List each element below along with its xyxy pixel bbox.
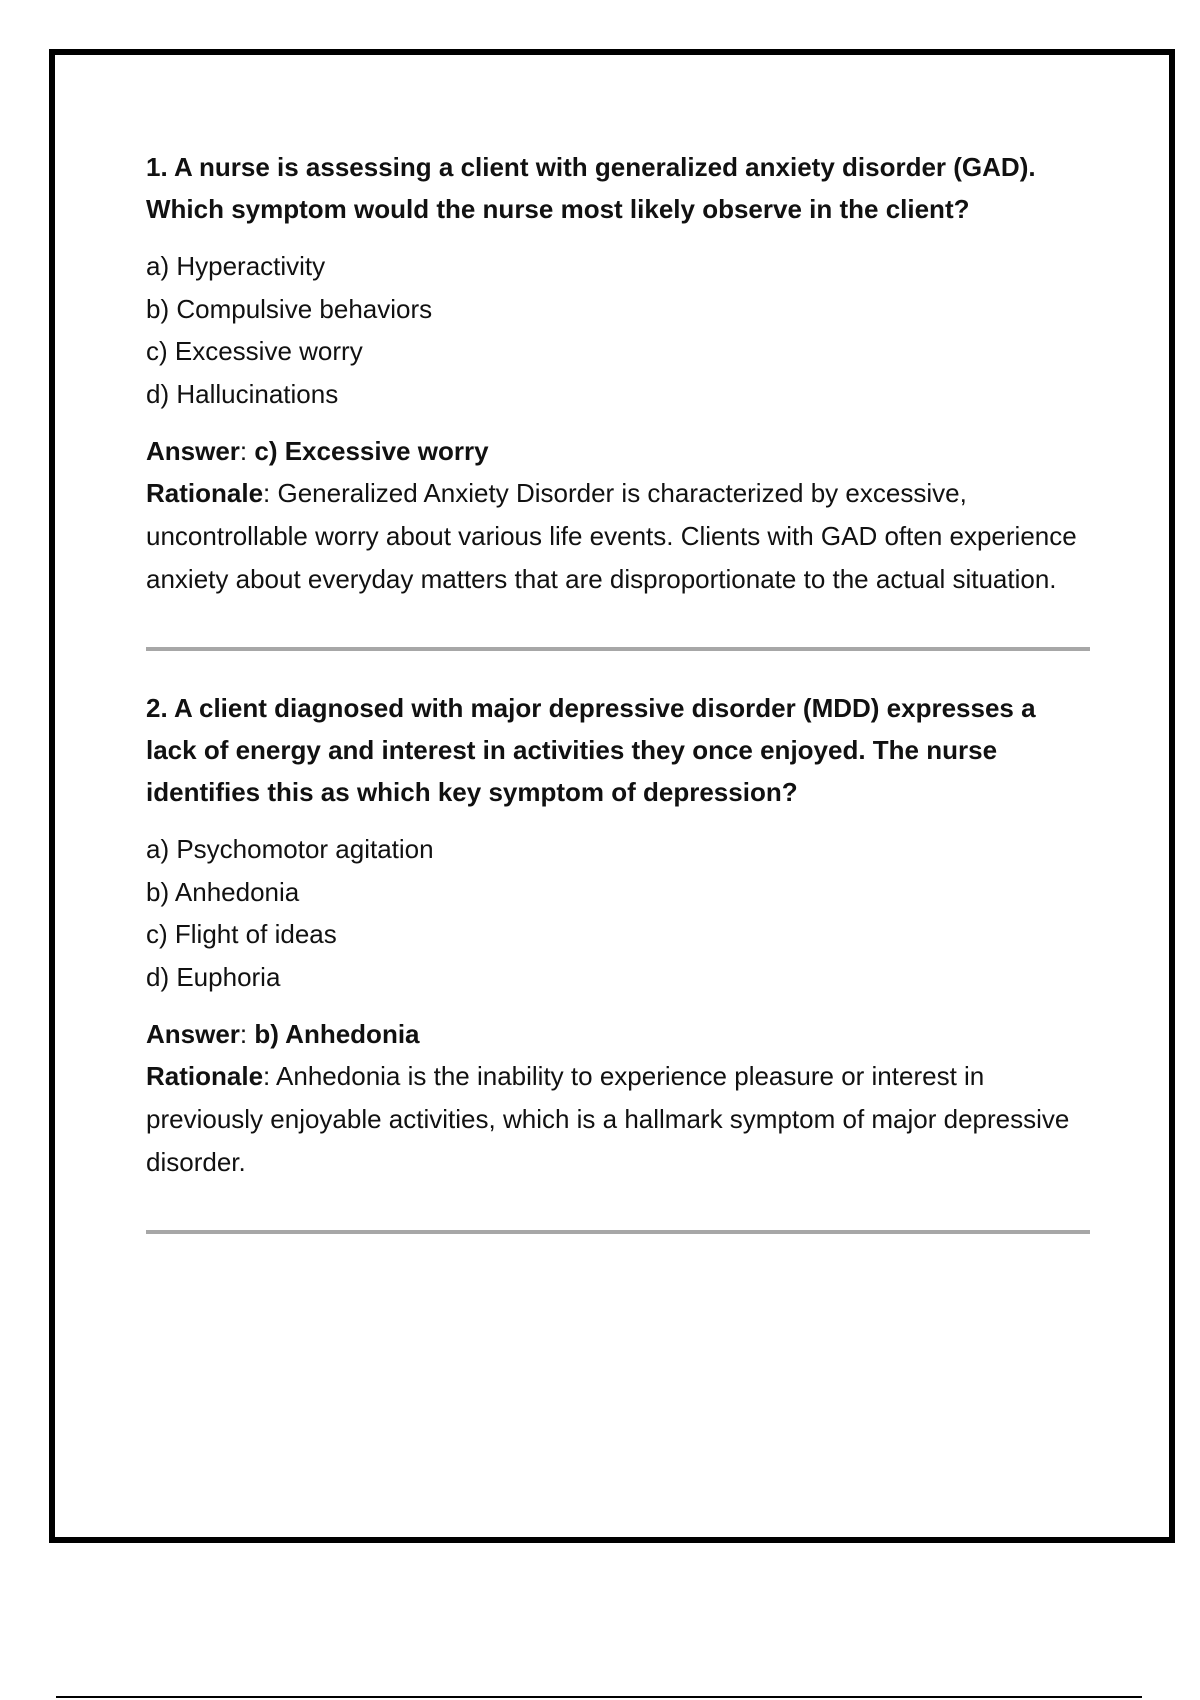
section-divider [146, 647, 1090, 651]
section-divider [146, 1230, 1090, 1234]
question-block [146, 146, 1090, 601]
document-content [146, 146, 1090, 1270]
option-a: a) Hyperactivity [146, 251, 326, 281]
bottom-rule [56, 1696, 1142, 1698]
rationale-label: Rationale [146, 478, 264, 508]
question-block [146, 687, 1090, 1184]
rationale [146, 472, 1090, 601]
option-c: c) Excessive worry [146, 336, 363, 366]
rationale-label: Rationale [146, 1061, 264, 1091]
option-d: d) Euphoria [146, 961, 281, 992]
option-c: c) Flight of ideas [146, 919, 337, 949]
option-d: d) Hallucinations [146, 378, 339, 409]
question-text: 2. A client diagnosed with major depressive disorder (MDD) expresses a lack of energy and interest in activities they once enjoyed. The nurse identifies this as which key symptom of depression? [146, 693, 1036, 807]
answer-separator: : [239, 436, 255, 466]
rationale [146, 1055, 1090, 1184]
rationale-text: Anhedonia is the inability to experience pleasure or interest in previously enjoyable activities, which is a hallmark symptom of major depressive disorder. [146, 1061, 1070, 1177]
answer-options [146, 828, 1090, 998]
question-text: 1. A nurse is assessing a client with generalized anxiety disorder (GAD). Which symptom would the nurse most likely observe in the client? [146, 152, 1036, 224]
answer-separator: : [239, 1019, 255, 1049]
answer-value: c) Excessive worry [254, 436, 489, 466]
rationale-separator: : [263, 478, 278, 508]
option-b: b) Compulsive behaviors [146, 293, 433, 324]
option-b: b) Anhedonia [146, 876, 300, 907]
rationale-text: Generalized Anxiety Disorder is characterized by excessive, uncontrollable worry about various life events. Clients with GAD often experience anxiety about everyday matters that are disproportionate to the actual situation. [146, 478, 1077, 594]
answer-label: Answer [146, 436, 240, 466]
answer-line [146, 1013, 1090, 1055]
answer-line [146, 430, 1090, 472]
answer-value: b) Anhedonia [254, 1019, 420, 1049]
rationale-separator: : [263, 1061, 277, 1091]
option-a: a) Psychomotor agitation [146, 834, 434, 864]
answer-label: Answer [146, 1019, 240, 1049]
answer-options [146, 245, 1090, 415]
